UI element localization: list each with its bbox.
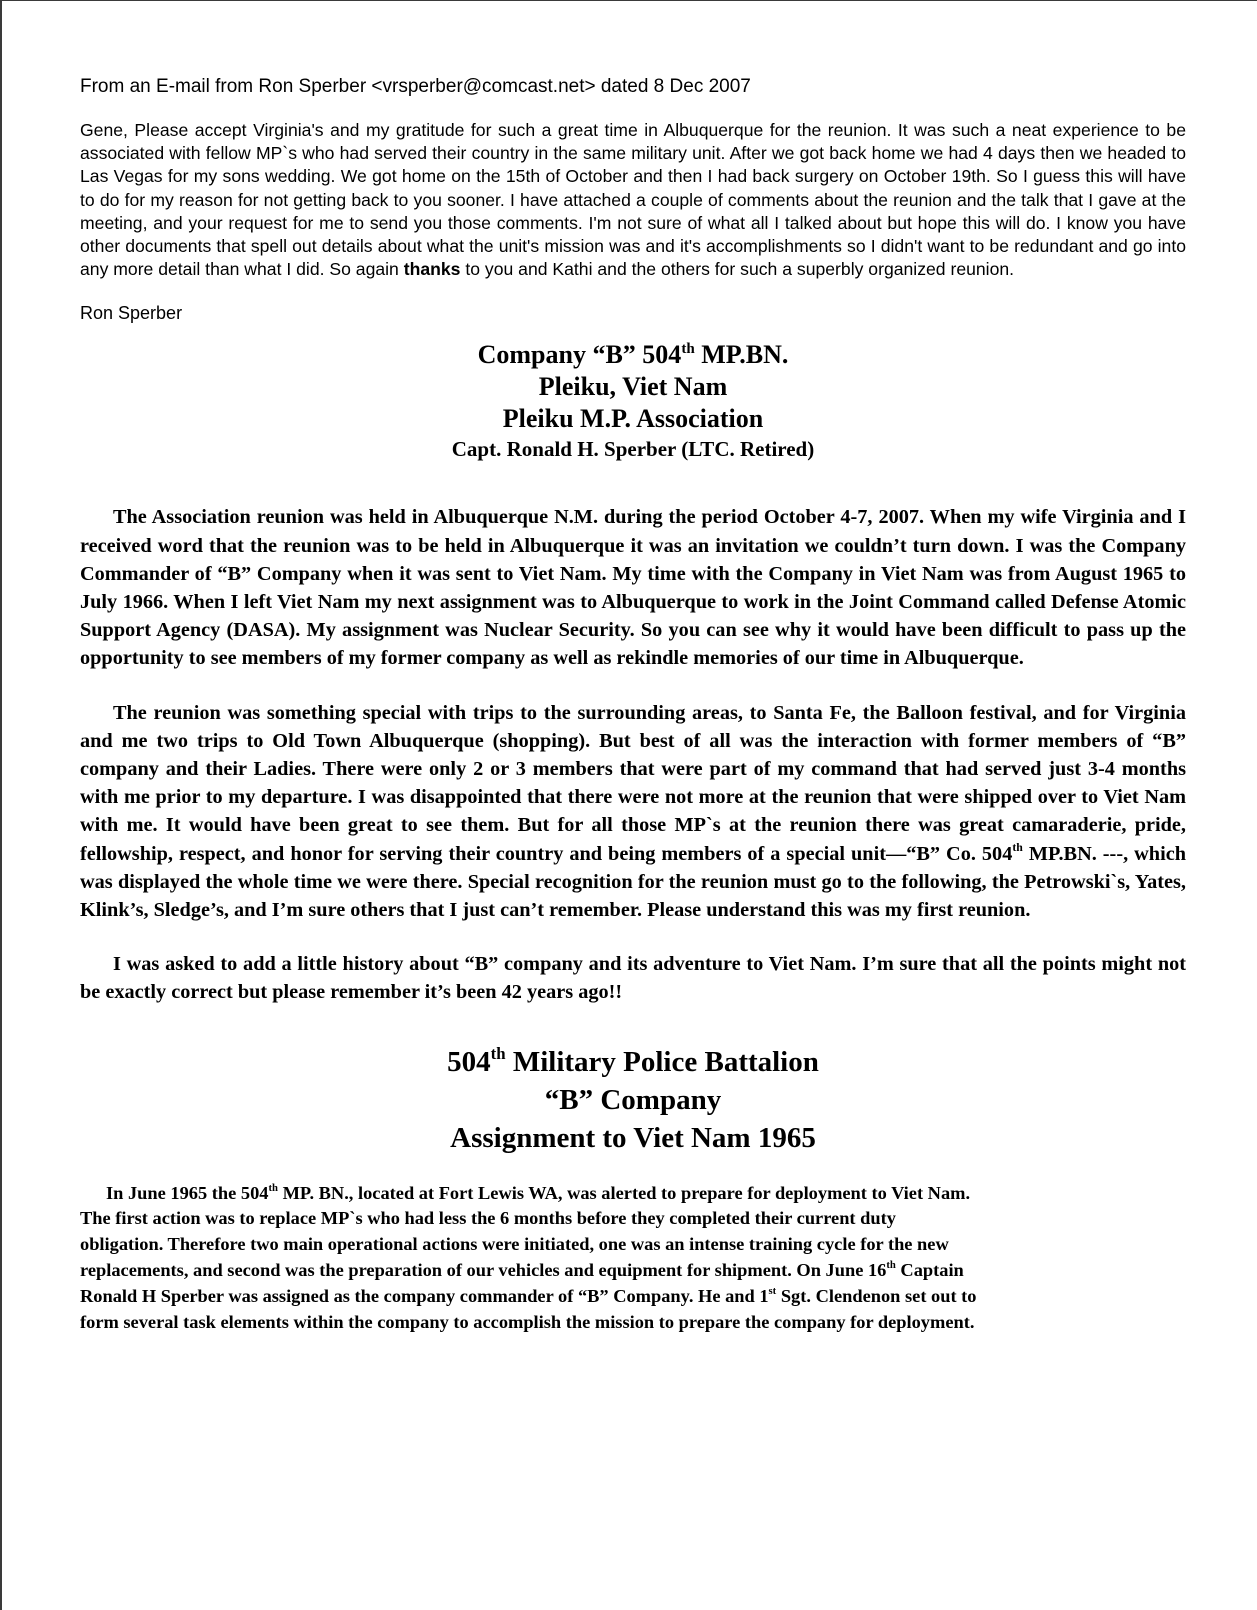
deployment-line-6: form several task elements within the company to accomplish the mission to prepare the company for deployment. (80, 1311, 975, 1332)
section-title-number: 504 (447, 1045, 491, 1078)
deployment-line-4 (80, 1258, 1180, 1284)
paragraph-deployment (80, 1181, 1180, 1336)
document-content (80, 75, 1186, 1335)
paragraph-special-sup: th (1012, 841, 1023, 855)
email-signature: Ron Sperber (80, 303, 183, 324)
email-body-text-1: Gene, Please accept Virginia's and my gratitude for such a great time in Albuquerque for the reunion. It was such a neat experience to be associated with fellow MP`s who had served their country in the same military unit. After we got back home we had 4 days then we headed to Las Vegas for my sons wedding. We got home on the 15th of October and then I had back surgery on October 19th. So I guess this will have to do for my reason for not getting back to you sooner. I have attached a couple of comments about the reunion and the talk that I gave at the meeting, and your request for me to send you those comments. I'm not sure of what all I talked about but hope this will do. I know you have other documents that spell out details about what the unit's mission was and it's accomplishments so I didn't want to be redundant and go into any more detail than what I did. So again (80, 120, 1186, 280)
section-title-sup: th (490, 1044, 506, 1064)
deployment-line-4-sup: th (886, 1259, 896, 1272)
section-title-company: “B” Company (544, 1083, 722, 1116)
email-body (80, 119, 1186, 281)
deployment-line-5-sup: st (768, 1285, 777, 1298)
title-company-sup: th (681, 341, 695, 358)
section-title (80, 1043, 1186, 1157)
section-title-text: Military Police Battalion (505, 1045, 819, 1078)
deployment-line-1-suffix: MP. BN., located at Fort Lewis WA, was alerted to prepare for deployment to Viet Nam. (277, 1182, 971, 1203)
deployment-line-1-sup: th (268, 1182, 278, 1195)
title-author: Capt. Ronald H. Sperber (LTC. Retired) (451, 437, 815, 462)
deployment-line-4-text: replacements, and second was the preparation of our vehicles and equipment for shipment. On June 16 (80, 1260, 887, 1281)
deployment-line-1-text: In June 1965 the 504 (106, 1182, 269, 1203)
deployment-line-5 (80, 1284, 1180, 1310)
title-association: Pleiku M.P. Association (502, 404, 764, 434)
section-title-battalion (80, 1043, 1186, 1081)
deployment-line-2: The first action was to replace MP`s who had less the 6 months before they completed their current duty (80, 1208, 896, 1229)
paragraph-reunion: The Association reunion was held in Albuquerque N.M. during the period October 4-7, 2007. When my wife Virginia and I received word that the reunion was to be held in Albuquerque it was an invitation we couldn’t turn down. I was the Company Commander of “B” Company when it was sent to Viet Nam. My time with the Company in Viet Nam was from August 1965 to July 1966. When I left Viet Nam my next assignment was to Albuquerque to work in the Joint Command called Defense Atomic Support Agency (DASA). My assignment was Nuclear Security. So you can see why it would have been difficult to pass up the opportunity to see members of my former company as well as rekindle memories of our time in Albuquerque. (80, 506, 1186, 670)
deployment-line-1 (80, 1181, 1180, 1207)
title-company-text: Company “B” 504 (477, 340, 682, 370)
deployment-line-3: obligation. Therefore two main operational actions were initiated, one was an intense training cycle for the new (80, 1234, 949, 1255)
paragraph-special (80, 699, 1186, 925)
email-body-bold: thanks (403, 259, 461, 280)
paragraph-special-text-1: The reunion was something special with trips to the surrounding areas, to Santa Fe, the Balloon festival, and for Virginia and me two trips to Old Town Albuquerque (shopping). But best of all was the interaction with former members of “B” company and their Ladies. There were only 2 or 3 members that were part of my command that had served just 3-4 months with me prior to my departure. I was disappointed that there were not more at the reunion that were shipped over to Viet Nam with me. It would have been great to see them. But for all those MP`s at the reunion there was great camaraderie, pride, fellowship, respect, and honor for serving their country and being members of a special unit—“B” Co. 504 (80, 701, 1186, 865)
title-company-suffix: MP.BN. (694, 340, 789, 370)
title-company (80, 339, 1186, 371)
deployment-line-5-suffix: Sgt. Clendenon set out to (776, 1285, 977, 1306)
deployment-line-5-text: Ronald H Sperber was assigned as the company commander of “B” Company. He and 1 (80, 1285, 769, 1306)
email-header: From an E-mail from Ron Sperber <vrsperber@comcast.net> dated 8 Dec 2007 (80, 76, 751, 97)
email-body-text-2: to you and Kathi and the others for such a superbly organized reunion. (460, 259, 1015, 280)
title-location: Pleiku, Viet Nam (538, 372, 728, 402)
title-block (80, 339, 1186, 463)
paragraph-history: I was asked to add a little history about “B” company and its adventure to Viet Nam. I’m sure that all the points might not be exactly correct but please remember it’s been 42 years ago!! (80, 953, 1186, 1004)
paragraph-special-text-2: MP.BN. ---, which was displayed the whole time we were there. Special recognition for the reunion must go to the following, the Petrowski`s, Yates, Klink’s, Sledge’s, and I’m sure others that I just can’t remember. Please understand this was my first reunion. (80, 842, 1186, 922)
section-title-assignment: Assignment to Viet Nam 1965 (450, 1121, 816, 1154)
deployment-line-4-suffix: Captain (895, 1260, 964, 1281)
